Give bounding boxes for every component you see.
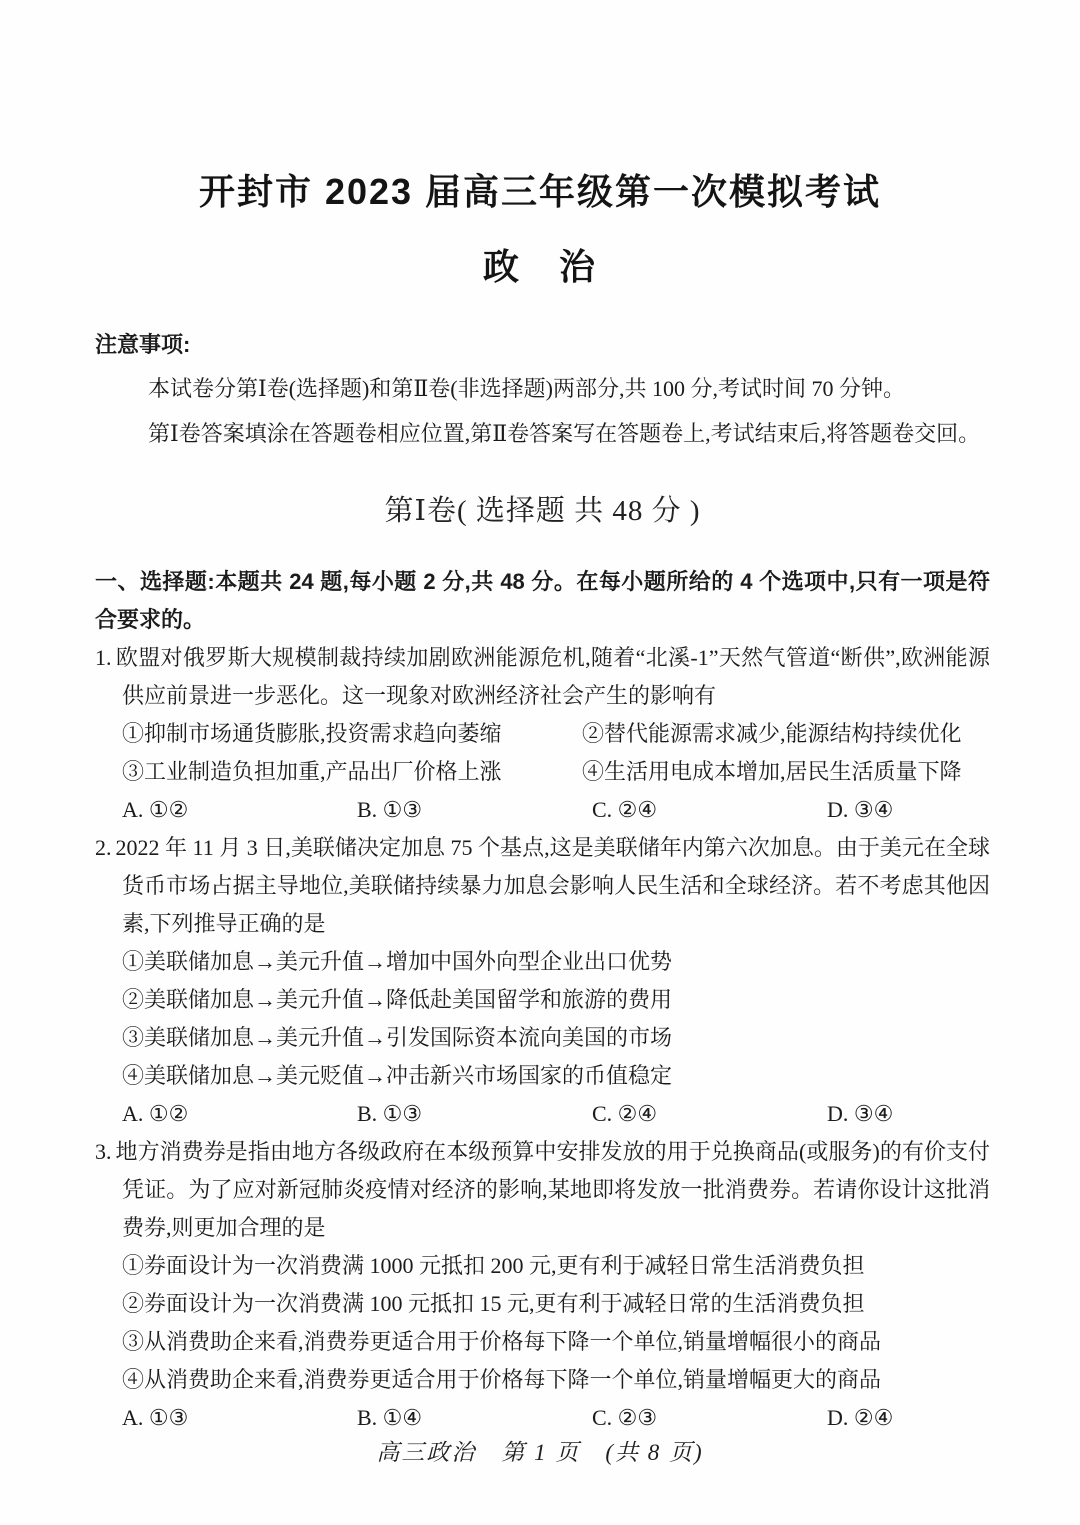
choice-list (95, 715, 990, 791)
choice-row (95, 753, 990, 791)
answer-option: A. ①② (122, 1101, 189, 1126)
question-text: 2022 年 11 月 3 日,美联储决定加息 75 个基点,这是美联储年内第六次加息。由于美元在全球货币市场占据主导地位,美联储持续暴力加息会影响人民生活和全球经济。若不考虑其他因素,下列推导正确的是 (115, 835, 990, 936)
choice-item: ④从消费助企来看,消费券更适合用于价格每下降一个单位,销量增幅更大的商品 (122, 1367, 882, 1392)
part1-heading: 第Ⅰ卷( 选择题 共 48 分 ) (384, 495, 701, 527)
choice-item: ②券面设计为一次消费满 100 元抵扣 15 元,更有利于减轻日常的生活消费负担 (122, 1291, 865, 1316)
answer-option-row (95, 1095, 990, 1133)
choice-row (95, 715, 990, 753)
question-block (95, 1133, 990, 1437)
answer-option: B. ①④ (357, 1405, 423, 1430)
page-footer: 高三政治 第 1 页 (共 8 页) (376, 1440, 704, 1465)
choice-item: ②替代能源需求减少,能源结构持续优化 (582, 721, 962, 746)
choice-item: ①抑制市场通货膨胀,投资需求趋向萎缩 (122, 721, 502, 746)
question-stem (95, 1133, 990, 1247)
choice-item: ④美联储加息→美元贬值→冲击新兴市场国家的币值稳定 (122, 1063, 673, 1088)
choice-list (95, 1247, 990, 1399)
answer-option: C. ②③ (592, 1405, 658, 1430)
choice-item: ②美联储加息→美元升值→降低赴美国留学和旅游的费用 (122, 987, 673, 1012)
answer-option-row (95, 791, 990, 829)
answer-option: B. ①③ (357, 797, 423, 822)
notice-section (95, 366, 990, 456)
content-column (95, 330, 990, 1437)
choice-item: ④生活用电成本增加,居民生活质量下降 (582, 759, 962, 784)
question-number: 1. (95, 645, 112, 670)
question-text: 欧盟对俄罗斯大规模制裁持续加剧欧洲能源危机,随着“北溪-1”天然气管道“断供”,欧洲能源供应前景进一步恶化。这一现象对欧洲经济社会产生的影响有 (115, 645, 990, 708)
choice-item: ①美联储加息→美元升值→增加中国外向型企业出口优势 (122, 949, 673, 974)
question-block (95, 829, 990, 1133)
question-number: 2. (95, 835, 112, 860)
question-block (95, 639, 990, 829)
question-stem (95, 829, 990, 943)
exam-subject: 政 治 (482, 246, 597, 287)
answer-option: B. ①③ (357, 1101, 423, 1126)
exam-title: 开封市 2023 届高三年级第一次模拟考试 (198, 171, 882, 212)
question-stem (95, 639, 990, 715)
choice-list (95, 943, 990, 1095)
question-text: 地方消费券是指由地方各级政府在本级预算中安排发放的用于兑换商品(或服务)的有价支付凭证。为了应对新冠肺炎疫情对经济的影响,某地即将发放一批消费券。若请你设计这批消费券,则更加合理的是 (115, 1139, 990, 1240)
answer-option: A. ①② (122, 797, 189, 822)
choice-item: ③从消费助企来看,消费券更适合用于价格每下降一个单位,销量增幅很小的商品 (122, 1329, 882, 1354)
notice-line: 第Ⅰ卷答案填涂在答题卷相应位置,第Ⅱ卷答案写在答题卷上,考试结束后,将答题卷交回。 (148, 421, 981, 446)
questions-list (95, 639, 990, 1437)
choice-item: ①券面设计为一次消费满 1000 元抵扣 200 元,更有利于减轻日常生活消费负担 (122, 1253, 865, 1278)
notice-heading: 注意事项: (95, 332, 191, 357)
choice-item: ③美联储加息→美元升值→引发国际资本流向美国的市场 (122, 1025, 673, 1050)
answer-option: A. ①③ (122, 1405, 189, 1430)
answer-option-row (95, 1399, 990, 1437)
question-number: 3. (95, 1139, 112, 1164)
answer-option: C. ②④ (592, 1101, 658, 1126)
answer-option: C. ②④ (592, 797, 658, 822)
answer-option: D. ③④ (827, 797, 894, 822)
notice-line: 本试卷分第Ⅰ卷(选择题)和第Ⅱ卷(非选择题)两部分,共 100 分,考试时间 70 分钟。 (148, 376, 905, 401)
answer-option: D. ②④ (827, 1405, 894, 1430)
section-instructions: 一、选择题:本题共 24 题,每小题 2 分,共 48 分。在每小题所给的 4 个选项中,只有一项是符合要求的。 (95, 569, 990, 632)
choice-item: ③工业制造负担加重,产品出厂价格上涨 (122, 759, 502, 784)
answer-option: D. ③④ (827, 1101, 894, 1126)
